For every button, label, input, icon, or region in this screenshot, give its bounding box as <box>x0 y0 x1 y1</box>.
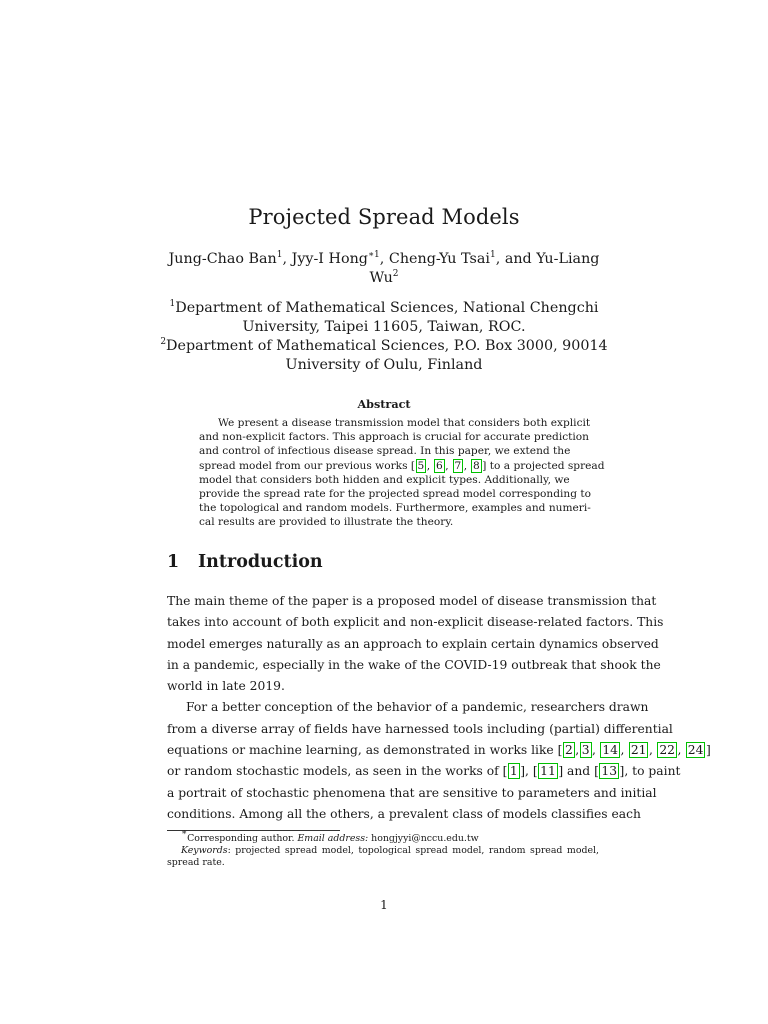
footnote-email[interactable]: hongjyyi@nccu.edu.tw <box>371 833 479 844</box>
abstract-body <box>199 416 605 530</box>
body-line: a portrait of stochastic phenomena that are sensitive to parameters and initial <box>167 785 657 800</box>
body-text <box>167 591 711 825</box>
affiliation-line: University, Taipei 11605, Taiwan, ROC. <box>242 319 526 335</box>
footnote-keywords <box>167 845 599 857</box>
abstract-text: to a projected spread <box>489 459 605 472</box>
author-affil-mark: ∗1 <box>367 250 380 260</box>
body-text-run: equations or machine learning, as demonstrated in works like <box>167 743 554 758</box>
abstract-line: and control of infectious disease spread. In this paper, we extend the <box>199 445 571 458</box>
citation-link[interactable]: 14 <box>602 743 618 758</box>
author-name: Cheng-Yu Tsai <box>388 251 490 267</box>
body-line: from a diverse array of fields have harnessed tools including (partial) differential <box>167 721 673 736</box>
body-text-run: and <box>567 764 591 779</box>
author-name: Jung-Chao Ban <box>168 251 277 267</box>
citation-link[interactable]: 24 <box>687 743 704 758</box>
citation-link[interactable]: 21 <box>630 743 647 758</box>
abstract-line: provide the spread rate for the projected spread model corresponding to <box>199 487 592 500</box>
citation-link[interactable]: 8 <box>473 459 480 472</box>
affiliation-line: Department of Mathematical Sciences, P.O. Box 3000, 90014 <box>166 338 608 354</box>
body-line: takes into account of both explicit and non-explicit disease-related factors. This <box>167 615 664 630</box>
citation-link[interactable]: 1 <box>509 764 518 779</box>
citation-link[interactable]: 13 <box>601 764 618 779</box>
footnote-mark: ∗ <box>181 828 188 838</box>
footnote-text: : projected spread model, topological spread model, random spread model, <box>227 845 599 856</box>
section-title: Introduction <box>198 552 323 572</box>
body-text-run: or random stochastic models, as seen in the works of <box>167 764 499 779</box>
footnote-text: Corresponding author. <box>187 833 295 844</box>
author-name: and Yu-Liang <box>504 251 600 267</box>
abstract-line: cal results are provided to illustrate the theory. <box>199 516 454 529</box>
abstract-heading: Abstract <box>357 397 411 411</box>
affil-mark: 2 <box>160 337 167 347</box>
abstract-line: spread model from our previous works [ 5 , 6 , 7 , 8 ] to a projected spread <box>199 459 605 472</box>
citation-link[interactable]: 2 <box>564 743 573 758</box>
footnote-keywords-cont: spread rate. <box>167 857 225 868</box>
citation-link[interactable]: 22 <box>659 743 675 758</box>
footnote-corresponding <box>167 828 599 845</box>
affiliations <box>150 299 618 375</box>
author-name: Wu <box>369 270 393 286</box>
citation-link[interactable]: 5 <box>417 459 425 472</box>
section-heading <box>167 552 323 572</box>
citation-link[interactable]: 11 <box>540 764 556 779</box>
body-line: model emerges naturally as an approach to explain certain dynamics observed <box>167 636 659 651</box>
author-affil-mark: 1 <box>489 250 496 260</box>
page-number: 1 <box>380 898 388 912</box>
author-name: Jyy-I Hong <box>291 251 368 267</box>
abstract-line: model that considers both hidden and explicit types. Additionally, we <box>199 473 570 486</box>
body-line: The main theme of the paper is a proposed model of disease transmission that <box>167 594 657 608</box>
body-line: equations or machine learning, as demonstrated in works like [ 2 , 3 , 14 , 21 , 22 , 24 ] <box>167 743 711 758</box>
author-affil-mark: 1 <box>276 250 283 260</box>
body-line: in a pandemic, especially in the wake of the COVID-19 outbreak that shook the <box>167 657 661 672</box>
affiliation-line: Department of Mathematical Sciences, National Chengchi <box>175 300 599 316</box>
footnotes <box>167 828 599 869</box>
affiliation-line: University of Oulu, Finland <box>285 357 483 373</box>
body-line: conditions. Among all the others, a prevalent class of models classifies each <box>167 806 641 821</box>
footnote-label: Keywords <box>181 845 228 856</box>
abstract-text: spread model from our previous works <box>199 459 408 472</box>
section-number: 1 <box>167 552 180 572</box>
citation-link[interactable]: 6 <box>436 459 443 472</box>
author-list: Jung-Chao Ban$^1$, Jyy-I Hong$^{∗1}$, Cheng-Yu Tsai$^1$, and Yu-Liang Wu$^2$ <box>168 250 600 286</box>
body-text-run: , to paint <box>624 764 681 779</box>
abstract-line: the topological and random models. Furthermore, examples and numeri- <box>199 502 591 515</box>
affil-mark: 1 <box>169 299 176 309</box>
abstract-line: and non-explicit factors. This approach is crucial for accurate prediction <box>199 431 589 444</box>
author-affil-mark: 2 <box>392 269 399 279</box>
body-line: or random stochastic models, as seen in the works of [ 1 ], [ 11 ] and [ 13 ], to paint <box>167 764 681 779</box>
abstract-line: We present a disease transmission model that considers both explicit <box>218 417 591 429</box>
citation-link[interactable]: 7 <box>454 459 462 472</box>
citation-link[interactable]: 3 <box>581 743 590 758</box>
body-line: world in late 2019. <box>167 679 285 694</box>
body-line: For a better conception of the behavior of a pandemic, researchers drawn <box>186 700 649 715</box>
paper-title: Projected Spread Models <box>248 205 520 229</box>
footnote-rule <box>167 830 340 831</box>
footnote-label: Email address: <box>297 833 369 844</box>
